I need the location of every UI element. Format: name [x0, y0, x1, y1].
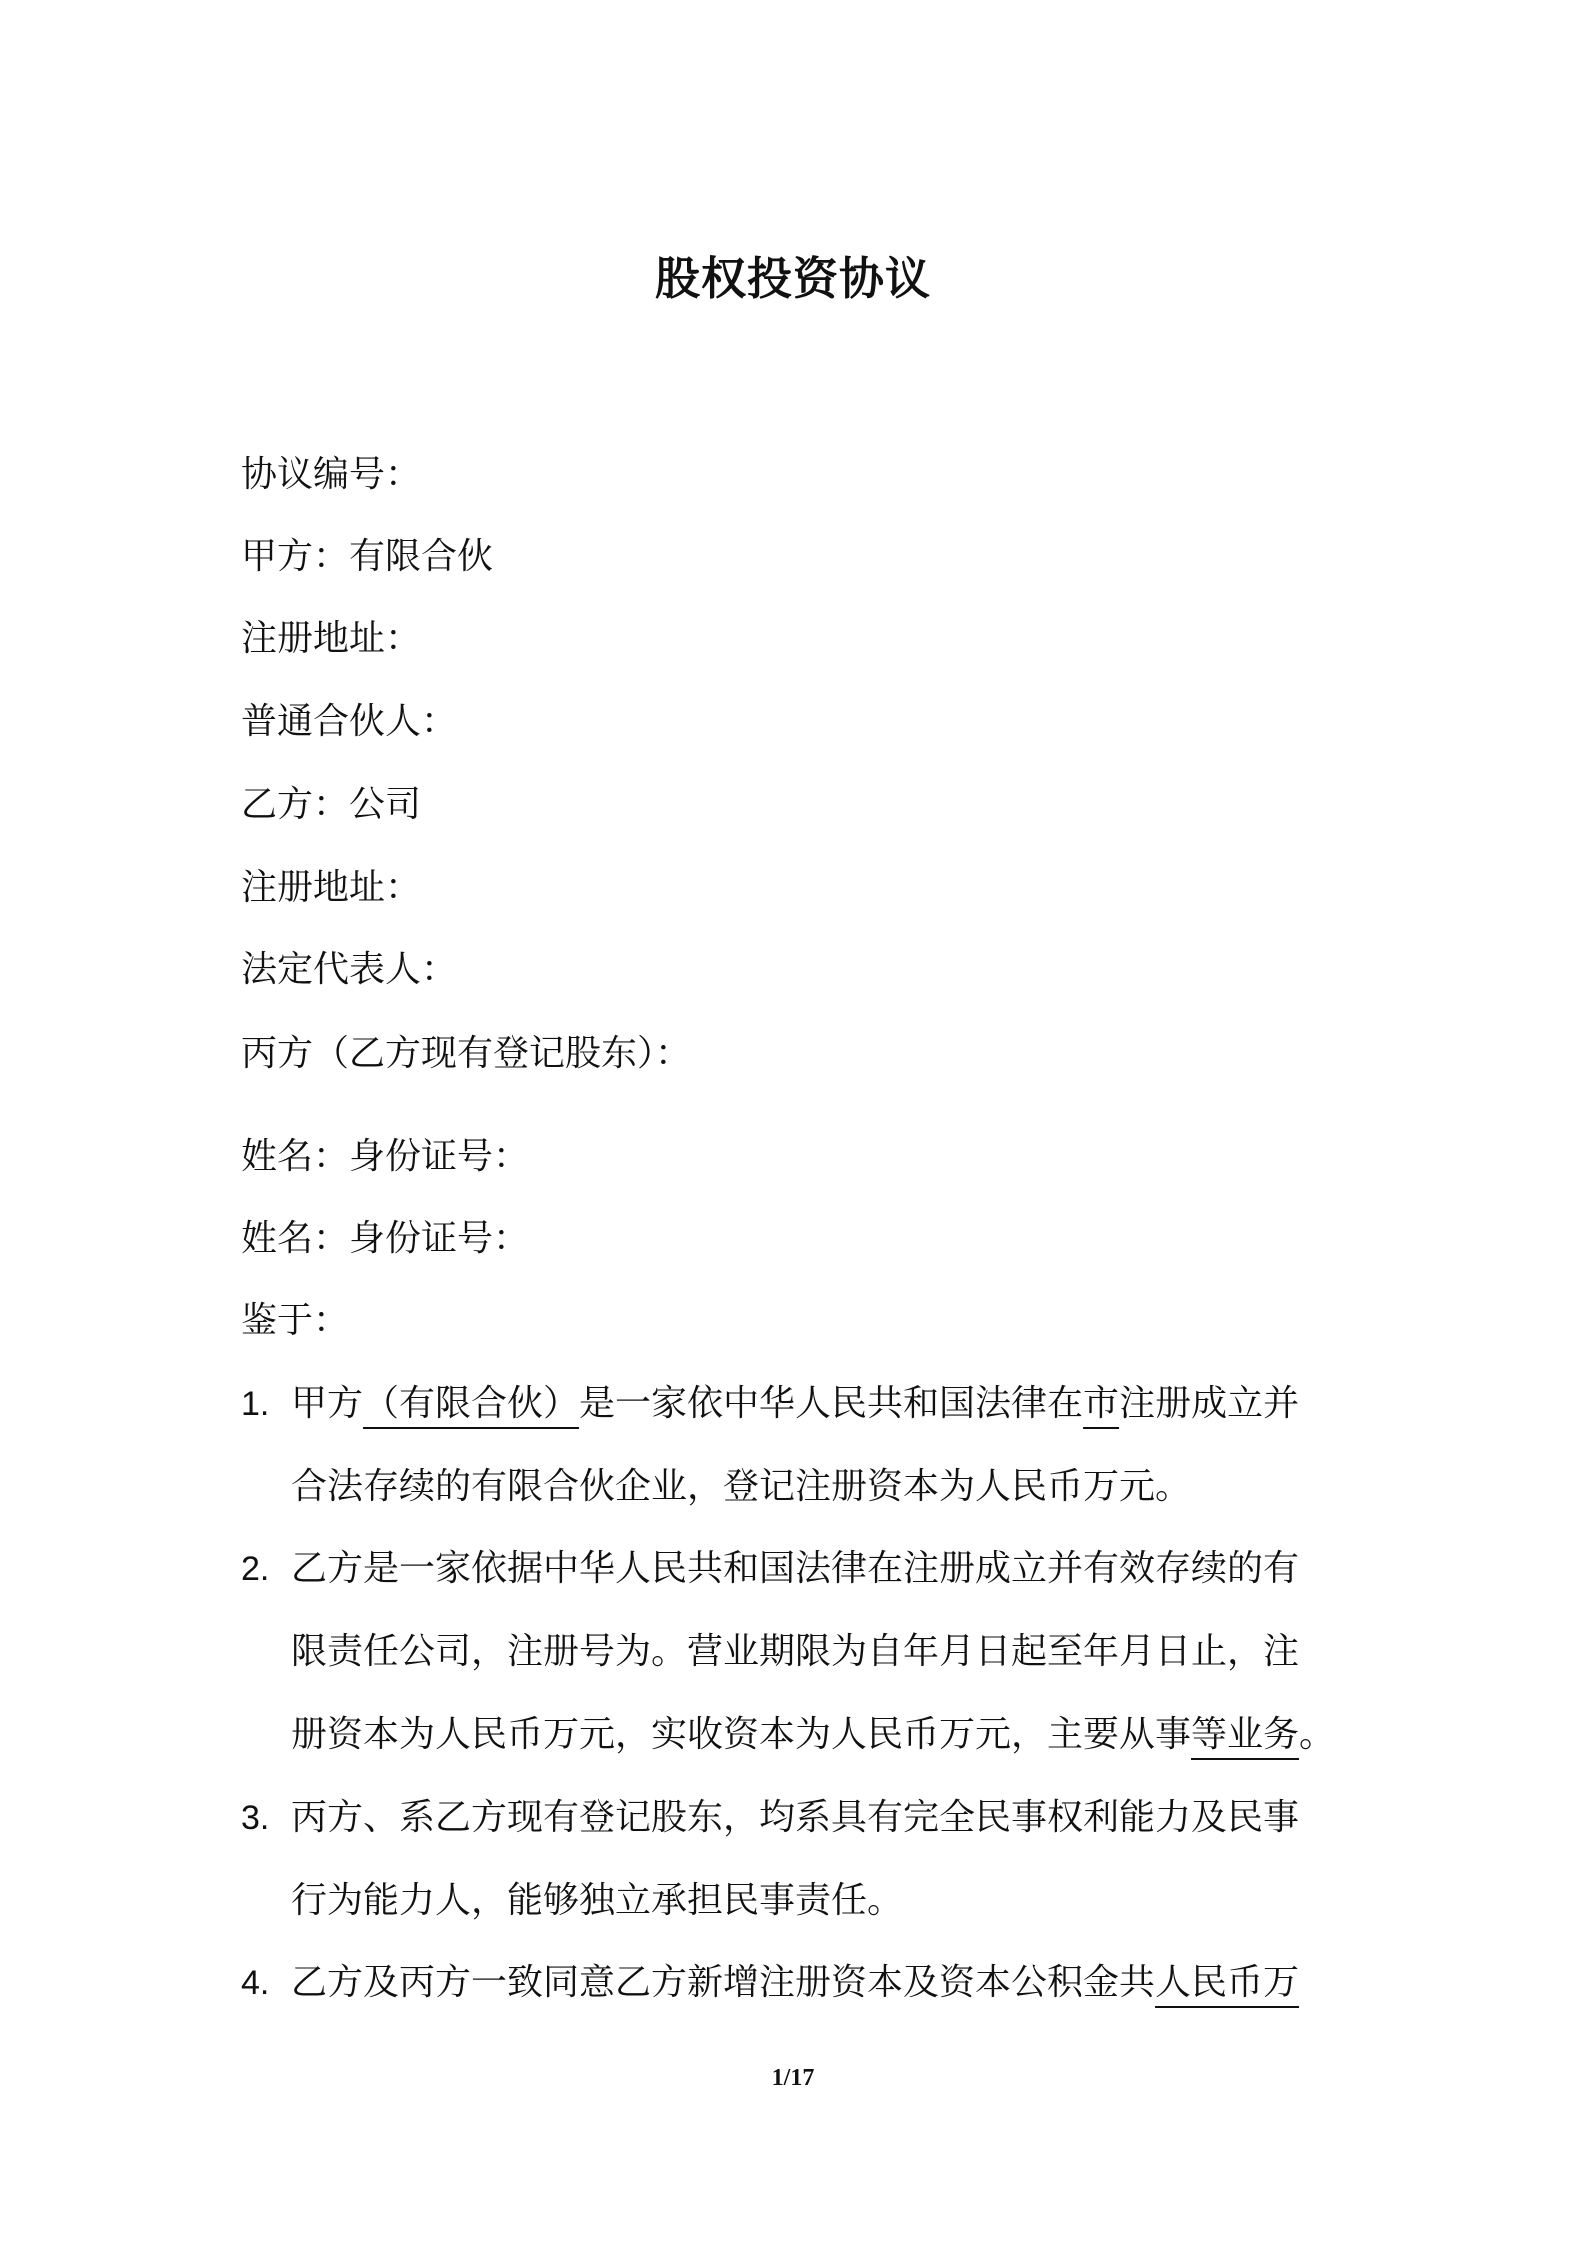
underlined-amount: 人民币万: [1155, 1962, 1300, 2003]
legal-representative-label: 法定代表人：: [241, 949, 458, 990]
recital-line: 行为能力人，能够独立承担民事责任。: [291, 1880, 904, 1921]
recital-text: 册资本为人民币万元，实收资本为人民币万元，主要从事: [291, 1714, 1192, 1755]
recital-number: 1.: [241, 1385, 270, 1423]
recital-line: 合法存续的有限合伙企业，登记注册资本为人民币万元。: [291, 1466, 1192, 1507]
agreement-number-label: 协议编号：: [241, 454, 422, 495]
recital-line: [291, 1958, 1299, 2008]
recital-text: 是一家依中华人民共和国法律在: [579, 1383, 1084, 1424]
party-b-address-label: 注册地址：: [241, 867, 422, 908]
shareholder-2-line: 姓名：身份证号：: [241, 1218, 530, 1259]
party-b-line: 乙方：公司: [241, 784, 422, 825]
recital-text: 。: [1299, 1714, 1336, 1755]
page-number: 1/17: [771, 2065, 815, 2091]
underlined-party-type: （有限合伙）: [363, 1383, 580, 1424]
party-a-line: 甲方：有限合伙: [241, 536, 494, 577]
shareholder-1-line: 姓名：身份证号：: [241, 1136, 530, 1177]
recital-line: [291, 1710, 1335, 1760]
recital-line: [291, 1379, 1299, 1429]
party-a-address-label: 注册地址：: [241, 618, 422, 659]
underlined-city: 市: [1083, 1383, 1120, 1424]
recital-number: 2.: [241, 1550, 270, 1588]
underlined-business-scope: 等业务: [1191, 1714, 1300, 1755]
whereas-label: 鉴于：: [241, 1300, 350, 1341]
party-c-line: 丙方（乙方现有登记股东）：: [241, 1033, 692, 1074]
recital-text: 甲方: [291, 1383, 364, 1424]
general-partner-label: 普通合伙人：: [241, 701, 458, 742]
recital-number: 4.: [241, 1964, 270, 2002]
recital-line: 丙方、系乙方现有登记股东，均系具有完全民事权利能力及民事: [291, 1797, 1300, 1838]
document-title: 股权投资协议: [654, 252, 931, 305]
recital-line: 乙方是一家依据中华人民共和国法律在注册成立并有效存续的有: [291, 1548, 1300, 1589]
recital-line: 限责任公司，注册号为。营业期限为自年月日起至年月日止，注: [291, 1631, 1300, 1672]
recital-text: 乙方及丙方一致同意乙方新增注册资本及资本公积金共: [291, 1962, 1156, 2003]
recital-number: 3.: [241, 1799, 270, 1837]
recital-text: 注册成立并: [1119, 1383, 1300, 1424]
